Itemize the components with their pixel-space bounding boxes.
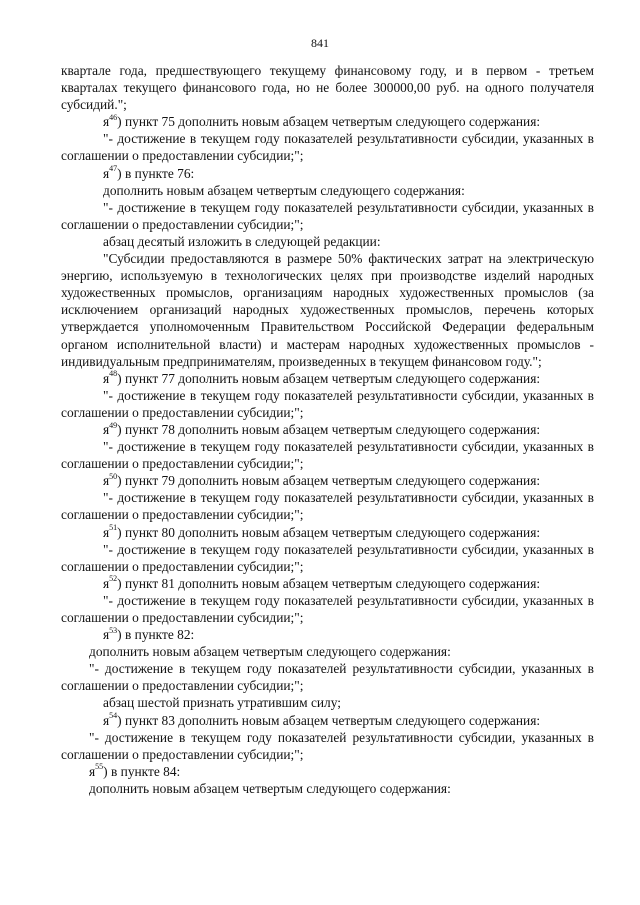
- paragraph-text: "- достижение в текущем году показателей результативности субсидии, указанных в соглашении о предоставлении субсидии;";: [61, 729, 594, 762]
- item-letter: я: [103, 712, 110, 728]
- paragraph: [61, 62, 594, 113]
- paragraph-text: абзац шестой признать утратившим силу;: [103, 695, 341, 711]
- paragraph-text: ) пункт 75 дополнить новым абзацем четвертым следующего содержания:: [117, 114, 541, 130]
- document-body: [61, 62, 594, 797]
- paragraph-text: "- достижение в текущем году показателей результативности субсидии, указанных в соглашении о предоставлении субсидии;";: [61, 541, 594, 574]
- paragraph-text: ) в пункте 82:: [117, 627, 195, 643]
- paragraph: [61, 182, 594, 199]
- paragraph-text: ) пункт 78 дополнить новым абзацем четвертым следующего содержания:: [117, 421, 541, 437]
- paragraph: [61, 438, 594, 472]
- paragraph-text: ) пункт 80 дополнить новым абзацем четвертым следующего содержания:: [117, 524, 541, 540]
- paragraph: [61, 729, 594, 763]
- item-superscript: 48: [109, 369, 118, 379]
- paragraph: [61, 387, 594, 421]
- paragraph-text: "- достижение в текущем году показателей результативности субсидии, указанных в соглашении о предоставлении субсидии;";: [61, 661, 594, 694]
- item-letter: я: [103, 575, 110, 591]
- item-superscript: 52: [109, 574, 118, 584]
- paragraph-text: ) пункт 83 дополнить новым абзацем четвертым следующего содержания:: [117, 712, 541, 728]
- paragraph-text: абзац десятый изложить в следующей редакции:: [103, 233, 381, 249]
- item-superscript: 55: [95, 762, 104, 772]
- paragraph: [61, 165, 594, 182]
- paragraph-text: "- достижение в текущем году показателей результативности субсидии, указанных в соглашении о предоставлении субсидии;";: [61, 387, 594, 420]
- paragraph-text: "- достижение в текущем году показателей результативности субсидии, указанных в соглашении о предоставлении субсидии;";: [61, 490, 594, 523]
- paragraph-text: "Субсидии предоставляются в размере 50% фактических затрат на электрическую энергию, используемую в технологических целях при производстве изделий народных художественных промыслов, организациям народных художественных промыслов (за исключением организаций народных художественных промыслов, перечень которых утверждается уполномоченным Правительством Российской Федерации федеральным органом исполнительной власти) и мастерам народных художественных промыслов - индивидуальным предпринимателям, произведенных в текущем финансовом году.";: [61, 251, 594, 369]
- paragraph-text: ) в пункте 76:: [117, 165, 195, 181]
- paragraph: [61, 592, 594, 626]
- item-letter: я: [103, 473, 110, 489]
- item-letter: я: [103, 421, 110, 437]
- paragraph: [61, 472, 594, 489]
- paragraph: [61, 541, 594, 575]
- item-superscript: 49: [109, 420, 118, 430]
- item-letter: я: [103, 370, 110, 386]
- paragraph: [61, 233, 594, 250]
- paragraph: [61, 694, 594, 711]
- paragraph-text: ) пункт 79 дополнить новым абзацем четвертым следующего содержания:: [117, 473, 541, 489]
- paragraph-text: "- достижение в текущем году показателей результативности субсидии, указанных в соглашении о предоставлении субсидии;";: [61, 592, 594, 625]
- paragraph: [61, 763, 594, 780]
- paragraph-text: дополнить новым абзацем четвертым следующего содержания:: [103, 182, 465, 198]
- paragraph: [61, 370, 594, 387]
- item-superscript: 50: [109, 471, 118, 481]
- page-number: 841: [311, 36, 329, 50]
- paragraph: [61, 575, 594, 592]
- item-letter: я: [103, 627, 110, 643]
- item-superscript: 53: [109, 625, 118, 635]
- paragraph-text: ) пункт 77 дополнить новым абзацем четвертым следующего содержания:: [117, 370, 541, 386]
- paragraph: [61, 780, 594, 797]
- item-superscript: 51: [109, 523, 118, 533]
- paragraph: [61, 250, 594, 370]
- paragraph: [61, 524, 594, 541]
- item-letter: я: [103, 165, 110, 181]
- paragraph: [61, 199, 594, 233]
- paragraph-text: ) пункт 81 дополнить новым абзацем четвертым следующего содержания:: [117, 575, 541, 591]
- paragraph: [61, 626, 594, 643]
- item-letter: я: [103, 114, 110, 130]
- paragraph-text: "- достижение в текущем году показателей результативности субсидии, указанных в соглашении о предоставлении субсидии;";: [61, 199, 594, 232]
- paragraph-text: дополнить новым абзацем четвертым следующего содержания:: [89, 780, 451, 796]
- item-letter: я: [89, 763, 96, 779]
- paragraph: [61, 660, 594, 694]
- paragraph-text: дополнить новым абзацем четвертым следующего содержания:: [89, 644, 451, 660]
- paragraph: [61, 643, 594, 660]
- paragraph-text: "- достижение в текущем году показателей результативности субсидии, указанных в соглашении о предоставлении субсидии;";: [61, 131, 594, 164]
- item-superscript: 54: [109, 711, 118, 721]
- paragraph: [61, 421, 594, 438]
- item-superscript: 46: [109, 112, 118, 122]
- paragraph: [61, 130, 594, 164]
- paragraph-text: квартале года, предшествующего текущему финансовому году, и в первом - третьем кварталах текущего финансового года, но не более 300000,00 руб. на одного получателя субсидий.";: [61, 63, 594, 113]
- item-superscript: 47: [109, 164, 118, 174]
- paragraph-text: ) в пункте 84:: [103, 763, 181, 779]
- paragraph: [61, 712, 594, 729]
- paragraph: [61, 113, 594, 130]
- paragraph: [61, 489, 594, 523]
- item-letter: я: [103, 524, 110, 540]
- paragraph-text: "- достижение в текущем году показателей результативности субсидии, указанных в соглашении о предоставлении субсидии;";: [61, 439, 594, 472]
